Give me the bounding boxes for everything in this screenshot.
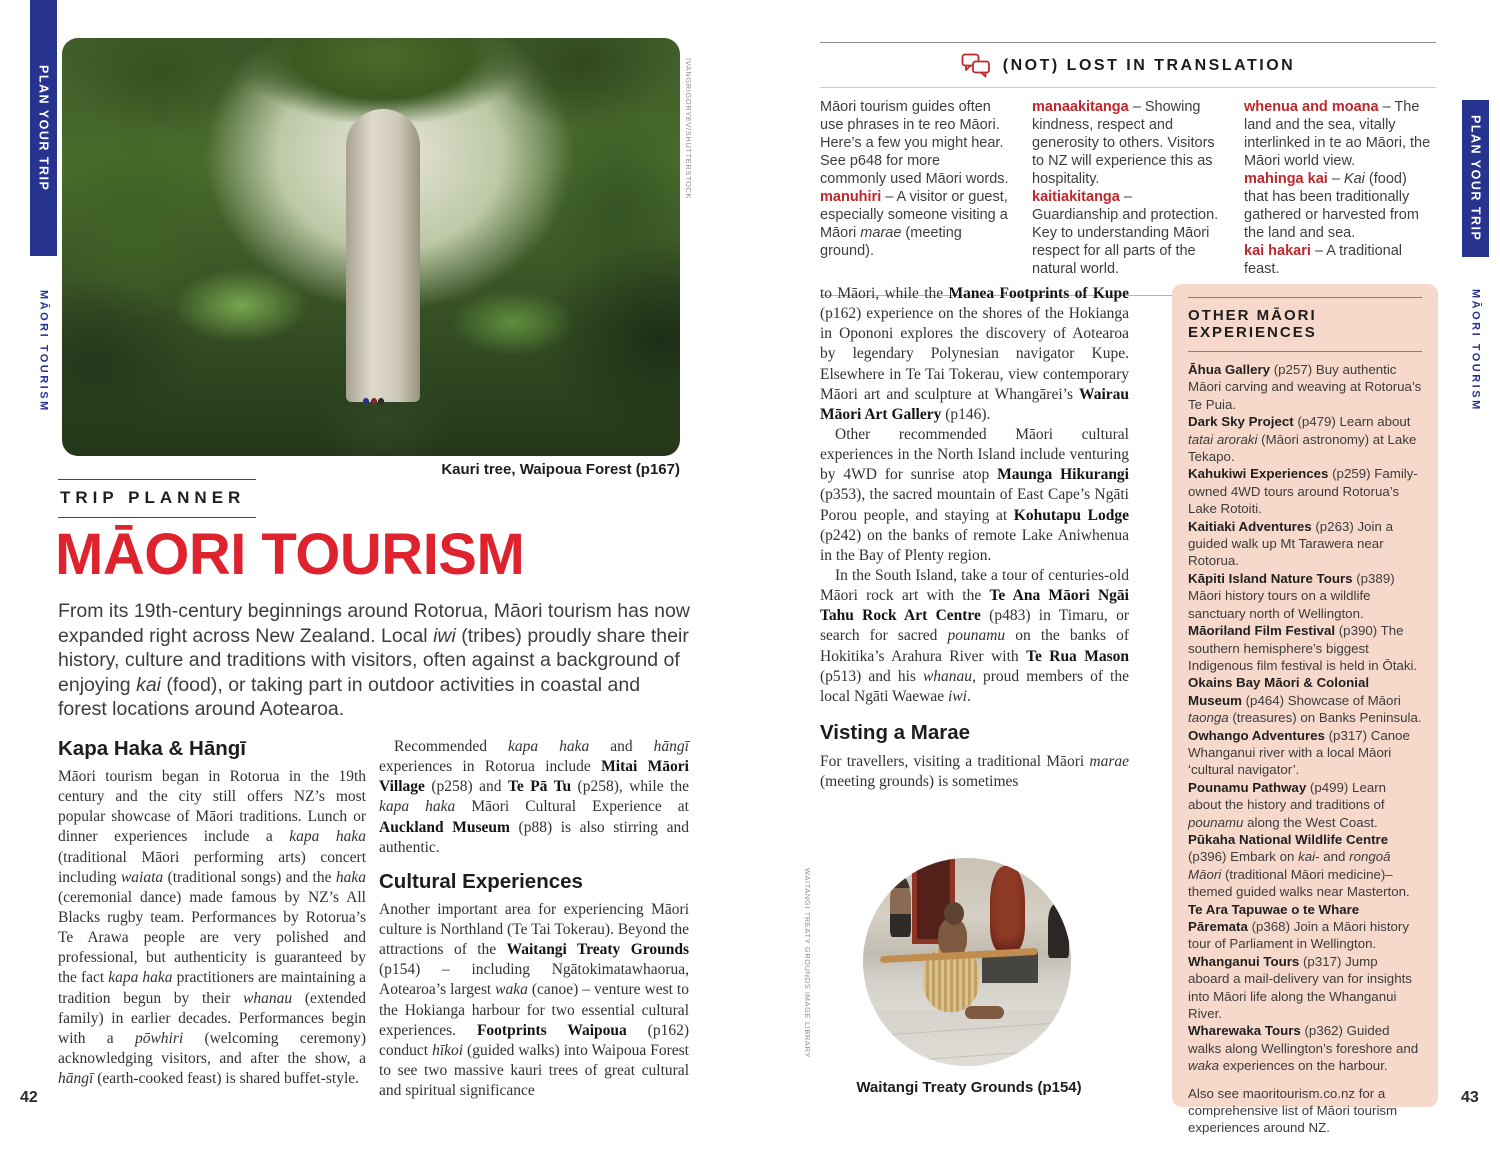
lost-in-translation-box: [820, 42, 1436, 296]
experience-item: Māoriland Film Festival (p390) The southern hemisphere’s biggest Indigenous film festival is held in Ōtaki.: [1188, 623, 1418, 673]
translation-columns: [820, 88, 1436, 295]
experience-item: Kaitiaki Adventures (p263) Join a guided walk up Mt Tarawera near Rotorua.: [1188, 518, 1393, 569]
body-paragraph: In the South Island, take a tour of centuries-old Māori rock art with the Te Ana Māori Ngāi Tahu Rock Art Centre (p483) in Timaru, or search for sacred pounamu on the banks of Hokitika’s Arahura River with Te Rua Mason (p513) and his whanau, proud members of the local Ngāti Waewae iwi.: [820, 566, 1129, 705]
experiences-footer: Also see maoritourism.co.nz for a comprehensive list of Māori tourism experiences around NZ.: [1188, 1085, 1398, 1136]
other-maori-experiences-box: [1172, 284, 1438, 1136]
waitangi-photo-credit: WAITANGI TREATY GROUNDS IMAGE LIBRARY: [803, 868, 812, 1059]
carved-statue: [990, 866, 1025, 951]
intro-paragraph: From its 19th-century beginnings around Rotorua, Māori tourism has now expanded right across New Zealand. Local iwi (tribes) proudly share their history, culture and traditions with visitors, often against a background of enjoying kai (food), or taking part in outdoor activities in coastal and forest locations around Aotearoa.: [58, 600, 690, 721]
cultural-experiences-text: Another important area for experiencing Māori culture is Northland (Te Tai Tokerau). Beyond the attractions of the Waitangi Treaty Grounds (p154) – including Ngātokimatawhaorua, Aotearoa’s largest waka (canoe) – venture west to the Hokianga harbour for two essential cultural experiences. Footprints Waipoua (p162) conduct hīkoi (guided walks) into Waipoua Forest to see two massive kauri trees of great cultural and spiritual significance: [379, 900, 689, 1100]
experience-item: Pūkaha National Wildlife Centre (p396) Embark on kai- and rongoā Māori (traditional Māori medicine)–themed guided walks near Masterton.: [1188, 831, 1410, 900]
kauri-tree-photo: [62, 38, 680, 456]
translation-col-2: manaakitanga – Showing kindness, respect and generosity to others. Visitors to NZ will experience this as hospitality. kaitiakitanga – Guardianship and protection. Key to understanding Māori respect for all parts of the natural world.: [1032, 99, 1219, 277]
warrior-head: [944, 902, 964, 925]
experience-item: Te Ara Tapuwae o te Whare Pāremata (p368) Join a Māori history tour of Parliament in Wellington.: [1188, 901, 1409, 952]
section-heading-cultural-experiences: Cultural Experiences: [379, 869, 583, 893]
left-tab-label: PLAN YOUR TRIP: [36, 64, 51, 192]
rule: [58, 517, 256, 518]
experience-item: Kāpiti Island Nature Tours (p389) Māori history tours on a wildlife sanctuary north of Wellington.: [1188, 570, 1395, 621]
onlooker: [1048, 904, 1069, 958]
experience-item: Pounamu Pathway (p499) Learn about the history and traditions of pounamu along the West Coast.: [1188, 779, 1387, 830]
waitangi-photo: [863, 858, 1071, 1066]
recommended-text: Recommended kapa haka and hāngī experiences in Rotorua include Mitai Māori Village (p258) and Te Pā Tu (p258), while the kapa haka Māori Cultural Experience at Auckland Museum (p88) is also stirring and authentic.: [379, 738, 689, 856]
translation-title: (NOT) LOST IN TRANSLATION: [1002, 56, 1296, 74]
courtyard-ground: [863, 1010, 1071, 1066]
body-paragraph: For travellers, visiting a traditional Māori marae (meeting grounds) is sometimes: [820, 752, 1129, 790]
experience-item: Whanganui Tours (p317) Jump aboard a mail-delivery van for insights into Māori life along the Whanganui River.: [1188, 953, 1412, 1022]
section-heading-visting-a-marae: Visting a Marae: [820, 720, 971, 744]
experiences-list: [1188, 361, 1422, 1075]
trip-planner-kicker: TRIP PLANNER: [58, 479, 256, 518]
experience-item: Āhua Gallery (p257) Buy authentic Māori carving and weaving at Rotorua’s Te Puia.: [1188, 362, 1422, 412]
experiences-title: OTHER MĀORI EXPERIENCES: [1188, 297, 1422, 352]
kauri-photo-caption: Kauri tree, Waipoua Forest (p167): [441, 461, 680, 478]
fern-foliage: [451, 289, 575, 356]
page-title: MĀORI TOURISM: [55, 522, 525, 587]
left-plan-your-trip-tab: [30, 0, 57, 256]
standing-person: [890, 877, 911, 937]
left-column-1: [58, 737, 366, 1089]
page-number-42: 42: [20, 1089, 38, 1106]
right-tab-label: PLAN YOUR TRIP: [1468, 115, 1483, 242]
left-column-2: [379, 737, 689, 1101]
section-heading-kapa-haka: Kapa Haka & Hāngī: [58, 737, 246, 760]
right-chapter-label: MĀORI TOURISM: [1469, 288, 1482, 412]
body-paragraph: Other recommended Māori cultural experiences in the North Island include venturing by 4WD for sunrise atop Maunga Hikurangi (p353), the sacred mountain of East Cape’s Ngāti Porou people, and staying at Kohutapu Lodge (p242) on the banks of remote Lake Aniwhenua in the Bay of Plenty region.: [820, 425, 1129, 564]
right-main-column: [820, 284, 1129, 792]
page-number-43: 43: [1461, 1089, 1479, 1106]
translation-col-3: whenua and moana – The land and the sea, vitally interlinked in te ao Māori, the Māori world view. mahinga kai – Kai (food) that has been traditionally gathered or harvested from the land and sea. kai hakari – A traditional feast.: [1244, 99, 1431, 277]
experience-item: Owhango Adventures (p317) Canoe Whanganui river with a local Māori ‘cultural navigator’.: [1188, 727, 1410, 778]
body-paragraph: to Māori, while the Manea Footprints of Kupe (p162) experience on the shores of the Hokianga in Opononi explores the discovery of Aotearoa by legendary Polynesian navigator Kupe. Elsewhere in Te Tai Tokerau, view contemporary Māori art and sculpture at Whangārei’s Wairau Māori Art Gallery (p146).: [820, 285, 1130, 423]
fern-foliage: [173, 268, 309, 343]
waitangi-photo-caption: Waitangi Treaty Grounds (p154): [856, 1079, 1082, 1096]
translation-header: [820, 43, 1436, 88]
translation-col-1: Māori tourism guides often use phrases in te reo Māori. Here’s a few you might hear. See p648 for more commonly used Māori words. manuhiri – A visitor or guest, especially someone visiting a Māori marae (meeting ground).: [820, 99, 1009, 259]
experience-item: Dark Sky Project (p479) Learn about tatai aroraki (Māori astronomy) at Lake Tekapo.: [1188, 414, 1417, 465]
kauri-trunk: [346, 109, 420, 402]
tiny-visitors: [362, 397, 384, 405]
warrior-leg: [965, 1006, 1005, 1020]
kapa-haka-text: Māori tourism began in Rotorua in the 19th century and the city still offers NZ’s most popular showcase of Māori traditions. Lunch or dinner experiences include a kapa haka (traditional Māori performing arts) concert including waiata (traditional songs) and the haka (ceremonial dance) made famous by NZ’s All Blacks rugby team. Performances by Rotorua’s Te Arawa people are very polished and professional, but authenticity is guaranteed by the fact kapa haka practitioners are maintaining a tradition begun by their whanau (extended family) in earlier decades. Performances begin with a pōwhiri (welcoming ceremony) acknowledging visitors, and after the show, a hāngī (earth-cooked feast) is shared buffet-style.: [58, 768, 367, 1088]
experience-item: Okains Bay Māori & Colonial Museum (p464) Showcase of Māori taonga (treasures) on Banks Peninsula.: [1188, 675, 1422, 726]
kauri-photo-credit: IVANGRIGORYEV/SHUTTERSTOCK: [684, 58, 693, 200]
right-plan-your-trip-tab: [1462, 100, 1489, 257]
left-chapter-label: MĀORI TOURISM: [37, 289, 50, 413]
speech-bubbles-icon: [961, 53, 992, 78]
experience-item: Kahukiwi Experiences (p259) Family-owned 4WD tours around Rotorua’s Lake Rotoiti.: [1188, 466, 1418, 517]
experience-item: Wharewaka Tours (p362) Guided walks along Wellington’s foreshore and waka experiences on the harbour.: [1188, 1023, 1419, 1074]
